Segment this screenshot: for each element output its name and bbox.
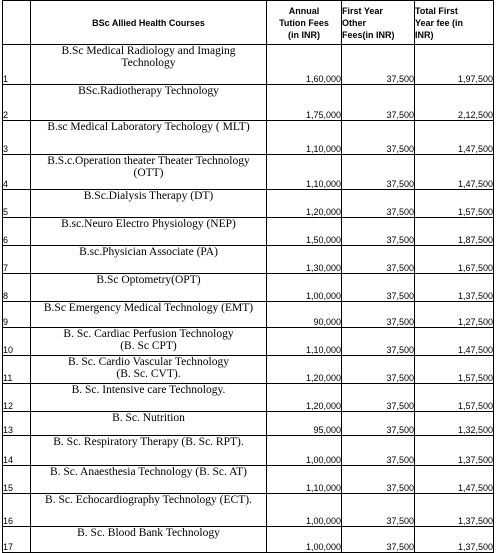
course-name (31, 190, 267, 218)
table-row (3, 436, 494, 466)
annual-fee: 1,20,000 (267, 356, 342, 384)
annual-fee: 1,00,000 (267, 494, 342, 527)
total-fee: 1,97,500 (415, 45, 494, 85)
course-line: Technology (121, 57, 176, 69)
row-number: 13 (3, 412, 31, 436)
row-number: 6 (3, 218, 31, 246)
other-fee: 37,500 (342, 436, 415, 466)
other-fee: 37,500 (342, 190, 415, 218)
other-fee: 37,500 (342, 466, 415, 494)
header-total-fee-line: Year fee (in (415, 17, 464, 28)
total-fee: 1,47,500 (415, 466, 494, 494)
table-row (3, 85, 494, 121)
total-fee: 1,57,500 (415, 356, 494, 384)
row-number: 14 (3, 436, 31, 466)
course-line: B.Sc.Dialysis Therapy (DT) (83, 190, 214, 202)
course-name (31, 45, 267, 85)
annual-fee: 1,00,000 (267, 436, 342, 466)
header-other-fee-line: Other (342, 17, 367, 28)
row-number: 8 (3, 274, 31, 302)
total-fee: 2,12,500 (415, 85, 494, 121)
course-name (31, 412, 267, 436)
course-name (31, 85, 267, 121)
row-number: 5 (3, 190, 31, 218)
row-number: 2 (3, 85, 31, 121)
course-line: B. Sc. Intensive care Technology. (71, 384, 226, 396)
course-line: B.sc Medical Laboratory Techology ( MLT) (47, 121, 250, 133)
table-row (3, 527, 494, 553)
course-line: B. Sc. Anaesthesia Technology (B. Sc. AT) (49, 466, 248, 478)
total-fee: 1,32,500 (415, 412, 494, 436)
annual-fee: 1,50,000 (267, 218, 342, 246)
course-name (31, 302, 267, 328)
annual-fee: 90,000 (267, 302, 342, 328)
total-fee: 1,47,500 (415, 328, 494, 356)
header-other-fee-line: First Year (342, 5, 383, 16)
course-line: B. Sc. Cardiac Perfusion Technology (63, 328, 234, 340)
header-annual-fee (267, 1, 342, 45)
annual-fee: 1,10,000 (267, 466, 342, 494)
course-name (31, 466, 267, 494)
total-fee: 1,37,500 (415, 436, 494, 466)
row-number: 15 (3, 466, 31, 494)
other-fee: 37,500 (342, 85, 415, 121)
annual-fee: 95,000 (267, 412, 342, 436)
course-line: B.Sc Optometry(OPT) (96, 274, 201, 286)
annual-fee: 1,30,000 (267, 246, 342, 274)
annual-fee: 1,00,000 (267, 274, 342, 302)
other-fee: 37,500 (342, 45, 415, 85)
annual-fee: 1,75,000 (267, 85, 342, 121)
course-name (31, 384, 267, 412)
table-row (3, 155, 494, 190)
row-number: 1 (3, 45, 31, 85)
header-total-fee-line: INR) (415, 29, 434, 40)
table-row (3, 218, 494, 246)
table-row (3, 494, 494, 527)
course-line: (B. Sc CPT) (120, 340, 177, 352)
course-name (31, 218, 267, 246)
row-number: 7 (3, 246, 31, 274)
annual-fee: 1,20,000 (267, 384, 342, 412)
header-annual-fee-line: (in INR) (288, 29, 320, 40)
course-name (31, 494, 267, 527)
row-number: 10 (3, 328, 31, 356)
total-fee: 1,37,500 (415, 527, 494, 553)
header-other-fee (342, 1, 415, 45)
other-fee: 37,500 (342, 121, 415, 155)
header-total-fee-line: Total First (415, 5, 458, 16)
course-name (31, 155, 267, 190)
other-fee: 37,500 (342, 302, 415, 328)
table-row (3, 356, 494, 384)
course-line: B.Sc Medical Radiology and Imaging (61, 45, 236, 57)
row-number: 17 (3, 527, 31, 553)
table-row (3, 302, 494, 328)
annual-fee: 1,20,000 (267, 190, 342, 218)
annual-fee: 1,00,000 (267, 527, 342, 553)
other-fee: 37,500 (342, 274, 415, 302)
course-line: B.sc.Physician Associate (PA) (79, 246, 218, 258)
total-fee: 1,87,500 (415, 218, 494, 246)
table-row (3, 466, 494, 494)
row-number: 11 (3, 356, 31, 384)
course-name (31, 527, 267, 553)
annual-fee: 1,10,000 (267, 121, 342, 155)
course-name (31, 436, 267, 466)
course-line: B. Sc. Nutrition (112, 412, 185, 424)
other-fee: 37,500 (342, 384, 415, 412)
course-name (31, 356, 267, 384)
table-row (3, 328, 494, 356)
table-row (3, 384, 494, 412)
course-name (31, 246, 267, 274)
header-other-fee-line: Fees(in INR) (342, 29, 395, 40)
table-row (3, 190, 494, 218)
total-fee: 1,47,500 (415, 121, 494, 155)
other-fee: 37,500 (342, 246, 415, 274)
header-total-fee (415, 1, 494, 45)
other-fee: 37,500 (342, 155, 415, 190)
row-number: 3 (3, 121, 31, 155)
course-name (31, 274, 267, 302)
course-line: B. Sc. Blood Bank Technology (77, 527, 220, 539)
other-fee: 37,500 (342, 527, 415, 553)
header-row (3, 1, 494, 45)
table-row (3, 274, 494, 302)
course-line: B.Sc Emergency Medical Technology (EMT) (43, 302, 254, 314)
course-name (31, 328, 267, 356)
table-row (3, 121, 494, 155)
total-fee: 1,57,500 (415, 384, 494, 412)
table-row (3, 246, 494, 274)
other-fee: 37,500 (342, 412, 415, 436)
total-fee: 1,27,500 (415, 302, 494, 328)
row-number: 4 (3, 155, 31, 190)
course-line: B. Sc. Respiratory Therapy (B. Sc. RPT). (53, 436, 244, 448)
table-row (3, 412, 494, 436)
course-line: (OTT) (133, 167, 164, 179)
row-number: 9 (3, 302, 31, 328)
total-fee: 1,67,500 (415, 246, 494, 274)
annual-fee: 1,10,000 (267, 328, 342, 356)
header-annual-fee-line: Tution Fees (279, 17, 329, 28)
other-fee: 37,500 (342, 356, 415, 384)
annual-fee: 1,60,000 (267, 45, 342, 85)
other-fee: 37,500 (342, 218, 415, 246)
course-line: B.sc.Neuro Electro Physiology (NEP) (61, 218, 236, 230)
row-number: 16 (3, 494, 31, 527)
annual-fee: 1,10,000 (267, 155, 342, 190)
course-line: (B. Sc. CVT). (116, 368, 181, 380)
header-course: BSc Allied Health Courses (31, 1, 267, 45)
course-line: BSc.Radiotherapy Technology (78, 85, 219, 97)
course-line: B. Sc. Echocardiography Technology (ECT). (45, 494, 252, 506)
total-fee: 1,47,500 (415, 155, 494, 190)
course-line: B. Sc. Cardio Vascular Technology (67, 356, 230, 368)
other-fee: 37,500 (342, 328, 415, 356)
total-fee: 1,37,500 (415, 494, 494, 527)
header-annual-fee-line: Annual (288, 5, 320, 16)
total-fee: 1,57,500 (415, 190, 494, 218)
header-sn (3, 1, 31, 45)
table-row (3, 45, 494, 85)
course-name (31, 121, 267, 155)
other-fee: 37,500 (342, 494, 415, 527)
total-fee: 1,37,500 (415, 274, 494, 302)
row-number: 12 (3, 384, 31, 412)
course-line: B.S.c.Operation theater Theater Technology (47, 155, 250, 167)
fees-table (2, 0, 494, 553)
